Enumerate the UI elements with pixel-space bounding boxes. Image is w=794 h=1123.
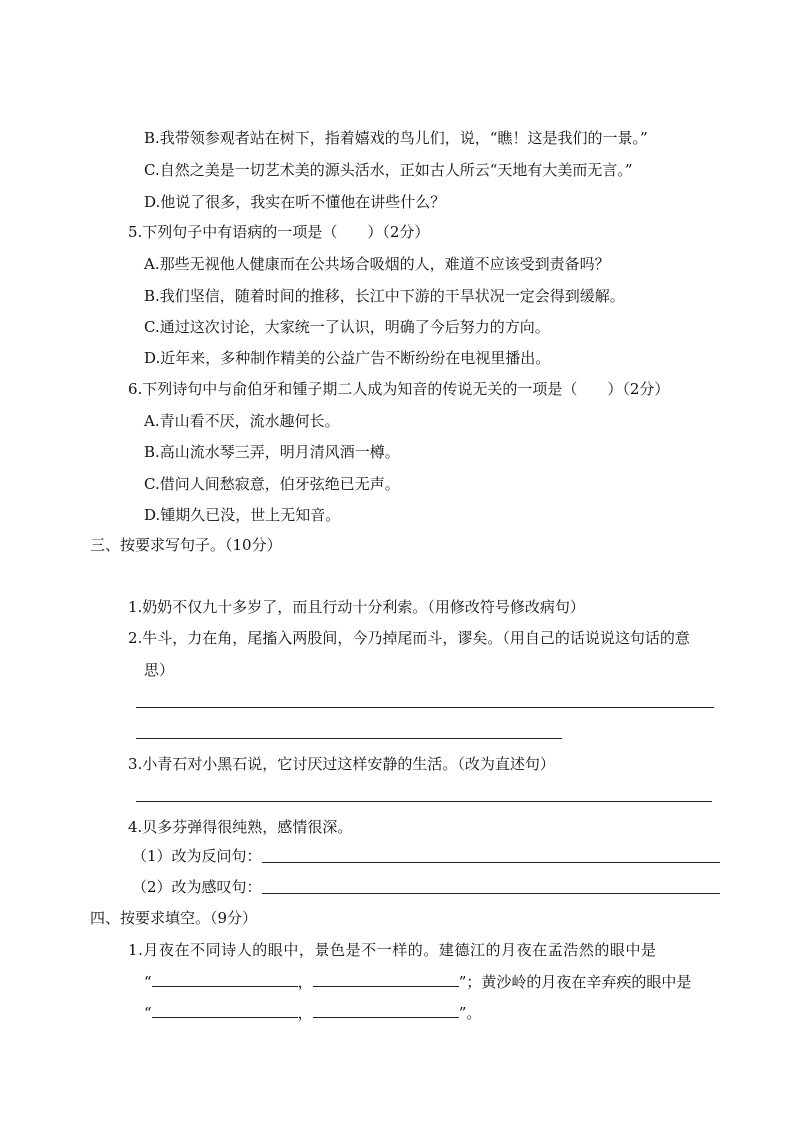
q5-option-d: D.近年来，多种制作精美的公益广告不断纷纷在电视里播出。 [144,349,551,367]
s4-q1-line1: 1.月夜在不同诗人的眼中，景色是不一样的。建德江的月夜在孟浩然的眼中是 [128,941,657,959]
q5-option-c: C.通过这次讨论，大家统一了认识，明确了今后努力的方向。 [144,318,550,336]
s3-q3: 3.小青石对小黑石说，它讨厌过这样安静的生活。（改为直述句） [128,755,555,773]
s3-q4: 4.贝多芬弹得很纯熟，感情很深。 [128,818,353,836]
s4-end-text: ”。 [458,1004,482,1022]
s4-q1-line2 [144,971,691,992]
section4-title: 四、按要求填空。（9分） [90,909,258,927]
q5-option-b: B.我们坚信，随着时间的推移，长江中下游的干旱状况一定会得到缓解。 [144,287,625,305]
s3-q2-line1: 2.牛斗，力在角，尾搐入两股间，今乃掉尾而斗，谬矣。（用自己的话说说这句话的意 [128,629,690,647]
s4-mid-text: ”；黄沙岭的月夜在辛弃疾的眼中是 [458,973,692,991]
q6-option-b: B.高山流水琴三弄，明月清风酒一樽。 [144,443,400,461]
s3-q4-sub2-label: （2）改为感叹句： [132,878,262,896]
section3-title: 三、按要求写句子。（10分） [90,536,282,554]
q6-option-c: C.借问人间愁寂意，伯牙弦绝已无声。 [144,475,400,493]
s4-comma-2: ， [297,1004,313,1022]
q5-stem: 5.下列句子中有语病的一项是（ ）（2分） [128,223,430,241]
s4-open-quote-1: “ [144,973,152,991]
q5-option-a: A.那些无视他人健康而在公共场合吸烟的人，难道不应该受到责备吗？ [144,255,610,273]
s4-comma-1: ， [297,973,313,991]
q4-option-d: D.他说了很多，我实在听不懂他在讲些什么？ [144,193,446,211]
s3-q2-answer-line-2[interactable] [136,738,562,739]
s3-q4-sub1-label: （1）改为反问句： [132,847,262,865]
q4-option-b: B.我带领参观者站在树下，指着嬉戏的鸟儿们，说，“瞧！这是我们的一景。” [144,129,648,147]
q6-stem: 6.下列诗句中与俞伯牙和锺子期二人成为知音的传说无关的一项是（ ）（2分） [128,380,670,398]
q6-option-d: D.锺期久已没，世上无知音。 [144,506,341,524]
s3-q4-sub2-row [132,877,720,897]
s3-q3-answer-line[interactable] [136,801,712,802]
s3-q2-answer-line-1[interactable] [136,707,714,708]
q4-option-c: C.自然之美是一切艺术美的源头活水，正如古人所云“天地有大美而无言。” [144,161,633,179]
s4-open-quote-2: “ [144,1004,152,1022]
q6-option-a: A.青山看不厌，流水趣何长。 [144,412,340,430]
s3-q1: 1.奶奶不仅九十多岁了，而且行动十分利索。（用修改符号修改病句） [128,598,585,616]
s4-blank-1[interactable] [152,971,298,987]
s3-q4-sub2-answer-line[interactable] [262,893,720,894]
s4-blank-2[interactable] [313,971,459,987]
s3-q4-sub1-answer-line[interactable] [262,862,720,863]
s4-blank-4[interactable] [313,1002,459,1018]
s4-q1-line3 [144,1002,481,1023]
s3-q2-line2: 思） [144,661,175,679]
s4-blank-3[interactable] [152,1002,298,1018]
s3-q4-sub1-row [132,846,720,866]
